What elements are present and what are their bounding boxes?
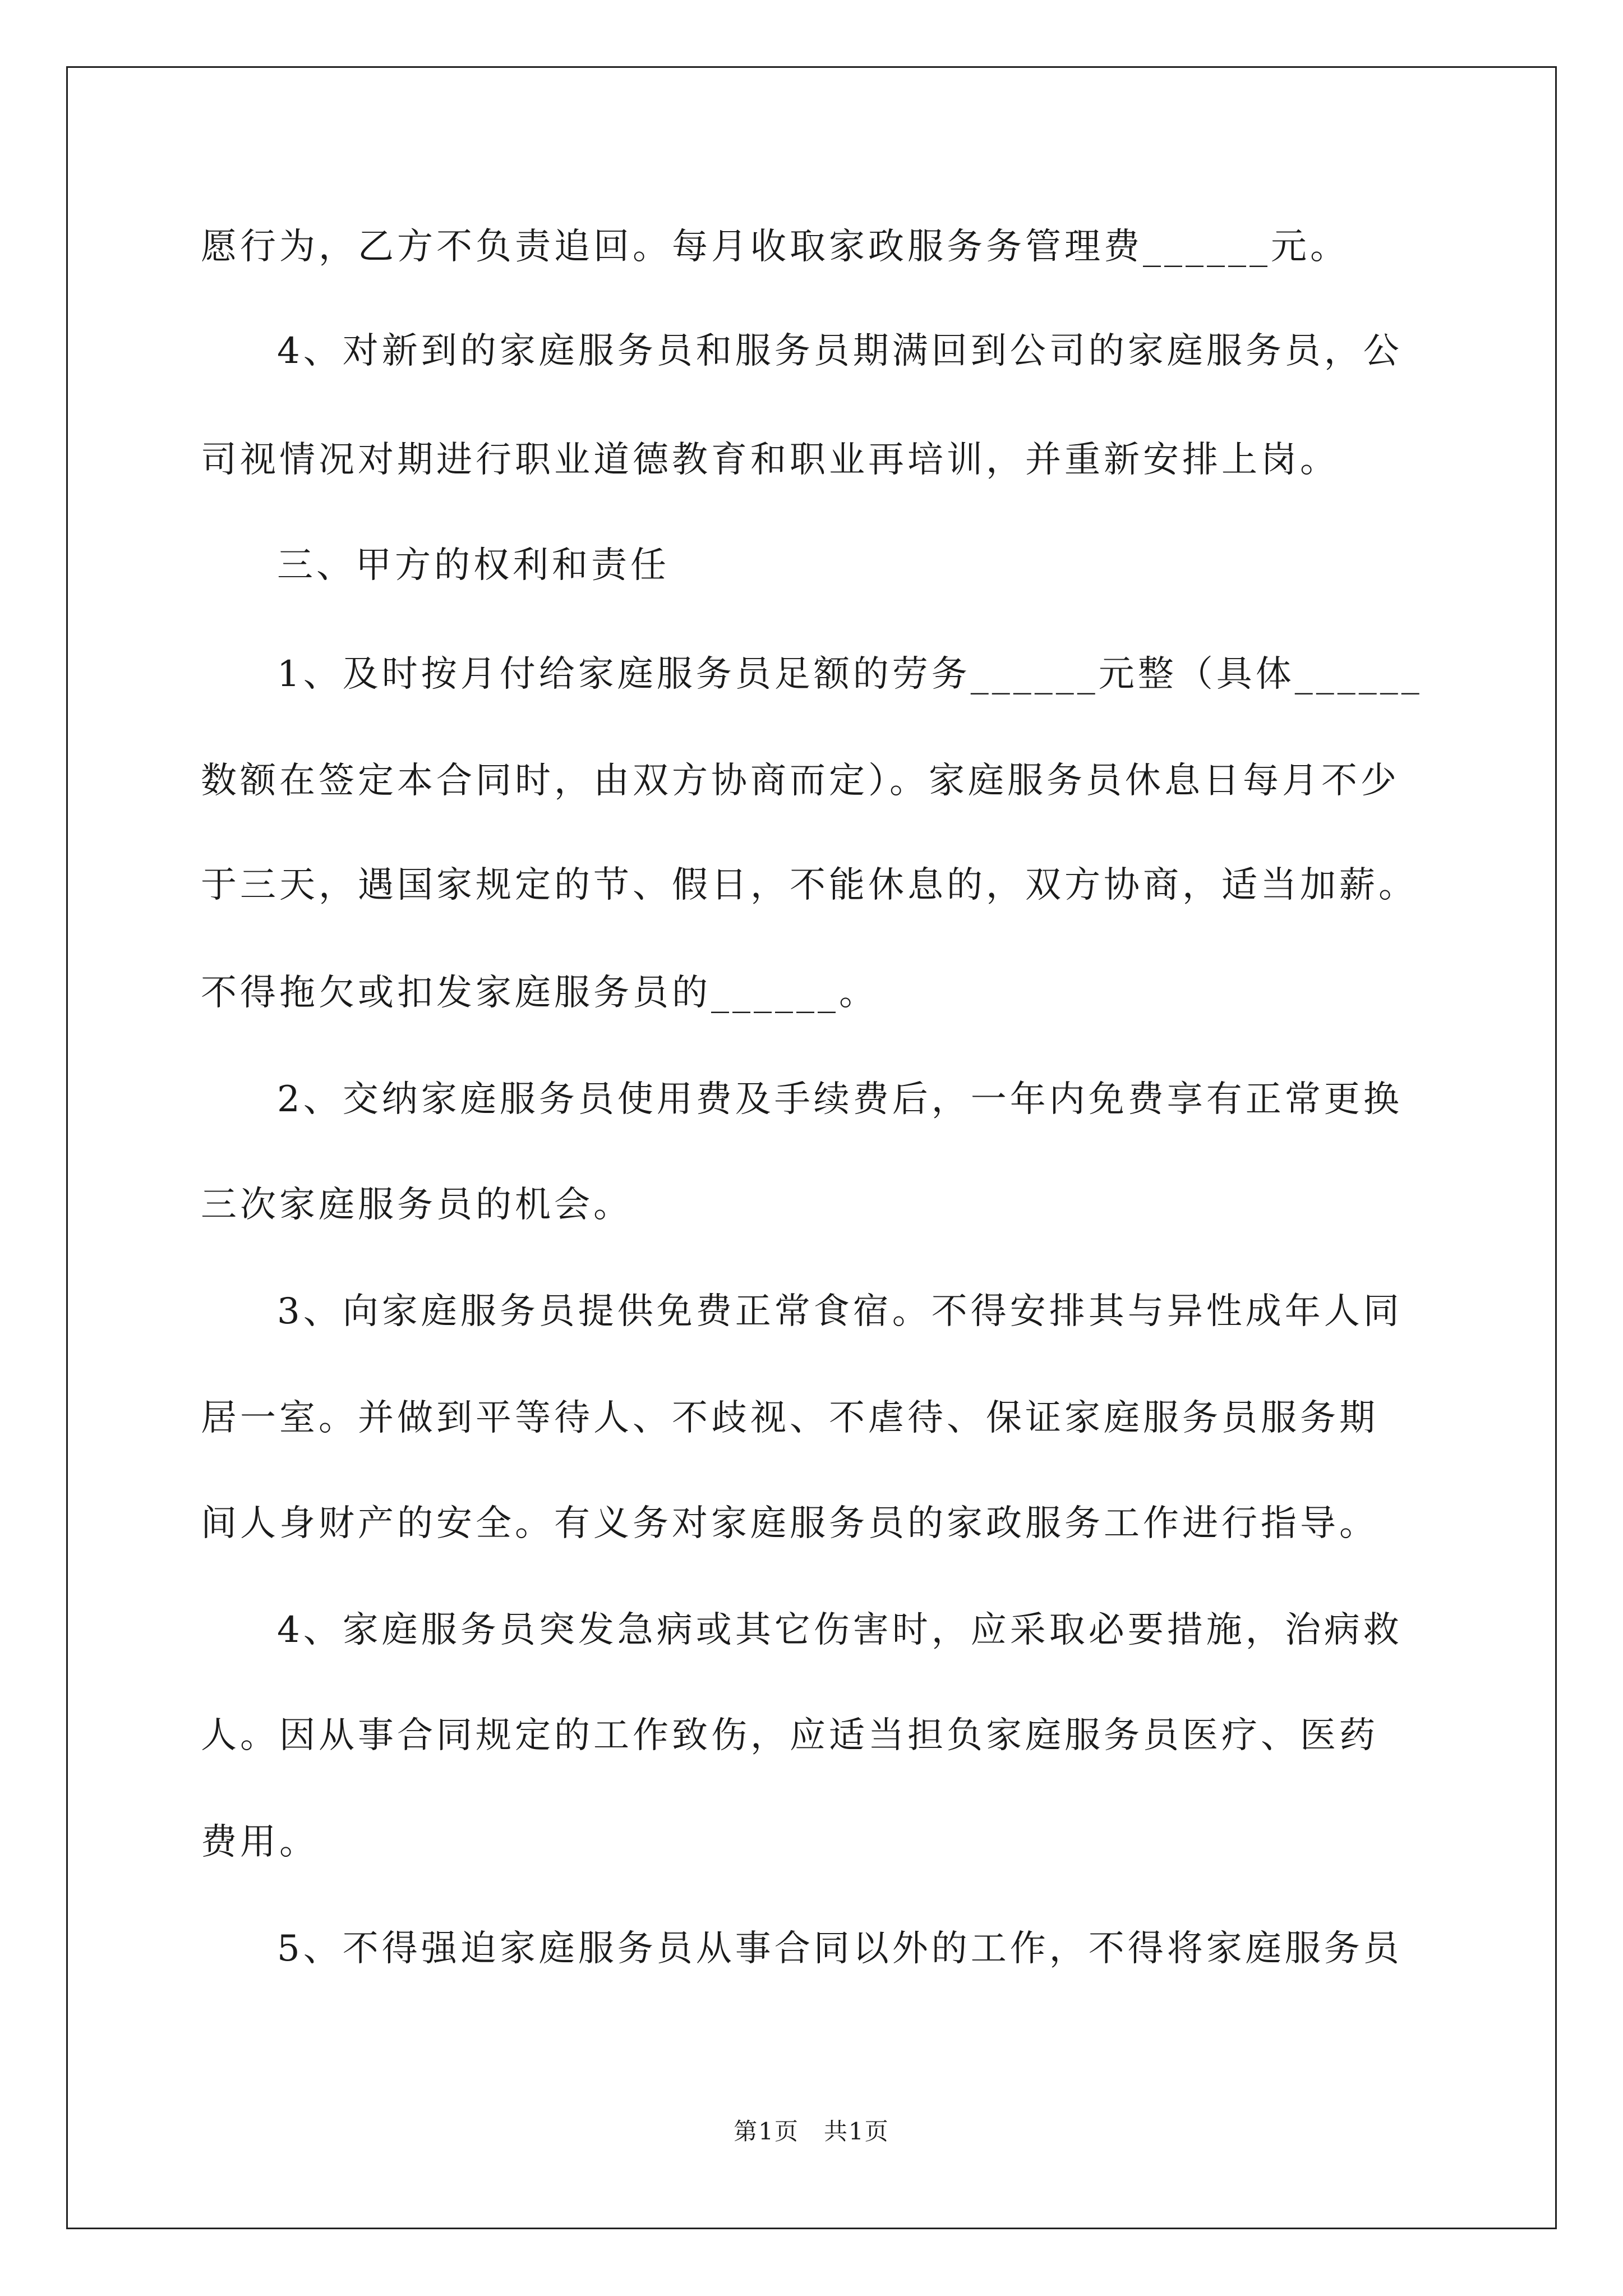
text-line: 于三天，遇国家规定的节、假日，不能休息的，双方协商，适当加薪。 [201, 864, 1418, 906]
text-line: 2、交纳家庭服务员使用费及手续费后，一年内免费享有正常更换 [277, 1079, 1403, 1120]
text-line: 数额在签定本合同时，由双方协商而定）。家庭服务员休息日每月不少 [201, 760, 1400, 802]
text-line: 居一室。并做到平等待人、不歧视、不虐待、保证家庭服务员服务期 [201, 1397, 1378, 1439]
text-line: 4、家庭服务员突发急病或其它伤害时，应采取必要措施，治病救 [277, 1609, 1403, 1651]
page-border [66, 66, 1557, 2229]
text-line: 间人身财产的安全。有义务对家庭服务员的家政服务工作进行指导。 [201, 1503, 1378, 1544]
text-line: 费用。 [201, 1821, 319, 1863]
text-line: 司视情况对期进行职业道德教育和职业再培训，并重新安排上岗。 [201, 439, 1339, 481]
text-line: 4、对新到的家庭服务员和服务员期满回到公司的家庭服务员，公 [277, 330, 1403, 372]
text-line: 不得拖欠或扣发家庭服务员的______。 [201, 972, 878, 1014]
text-line: 愿行为，乙方不负责追回。每月收取家政服务务管理费______元。 [201, 226, 1349, 268]
section-heading: 三、甲方的权利和责任 [277, 545, 670, 586]
page-number-footer: 第1页 共1页 [734, 2118, 889, 2145]
text-line: 1、及时按月付给家庭服务员足额的劳务______元整（具体______ [277, 654, 1423, 695]
text-line: 5、不得强迫家庭服务员从事合同以外的工作，不得将家庭服务员 [277, 1928, 1403, 1970]
text-line: 三次家庭服务员的机会。 [201, 1184, 633, 1226]
text-line: 人。因从事合同规定的工作致伤，应适当担负家庭服务员医疗、医药 [201, 1715, 1378, 1756]
text-line: 3、向家庭服务员提供免费正常食宿。不得安排其与异性成年人同 [277, 1291, 1403, 1332]
